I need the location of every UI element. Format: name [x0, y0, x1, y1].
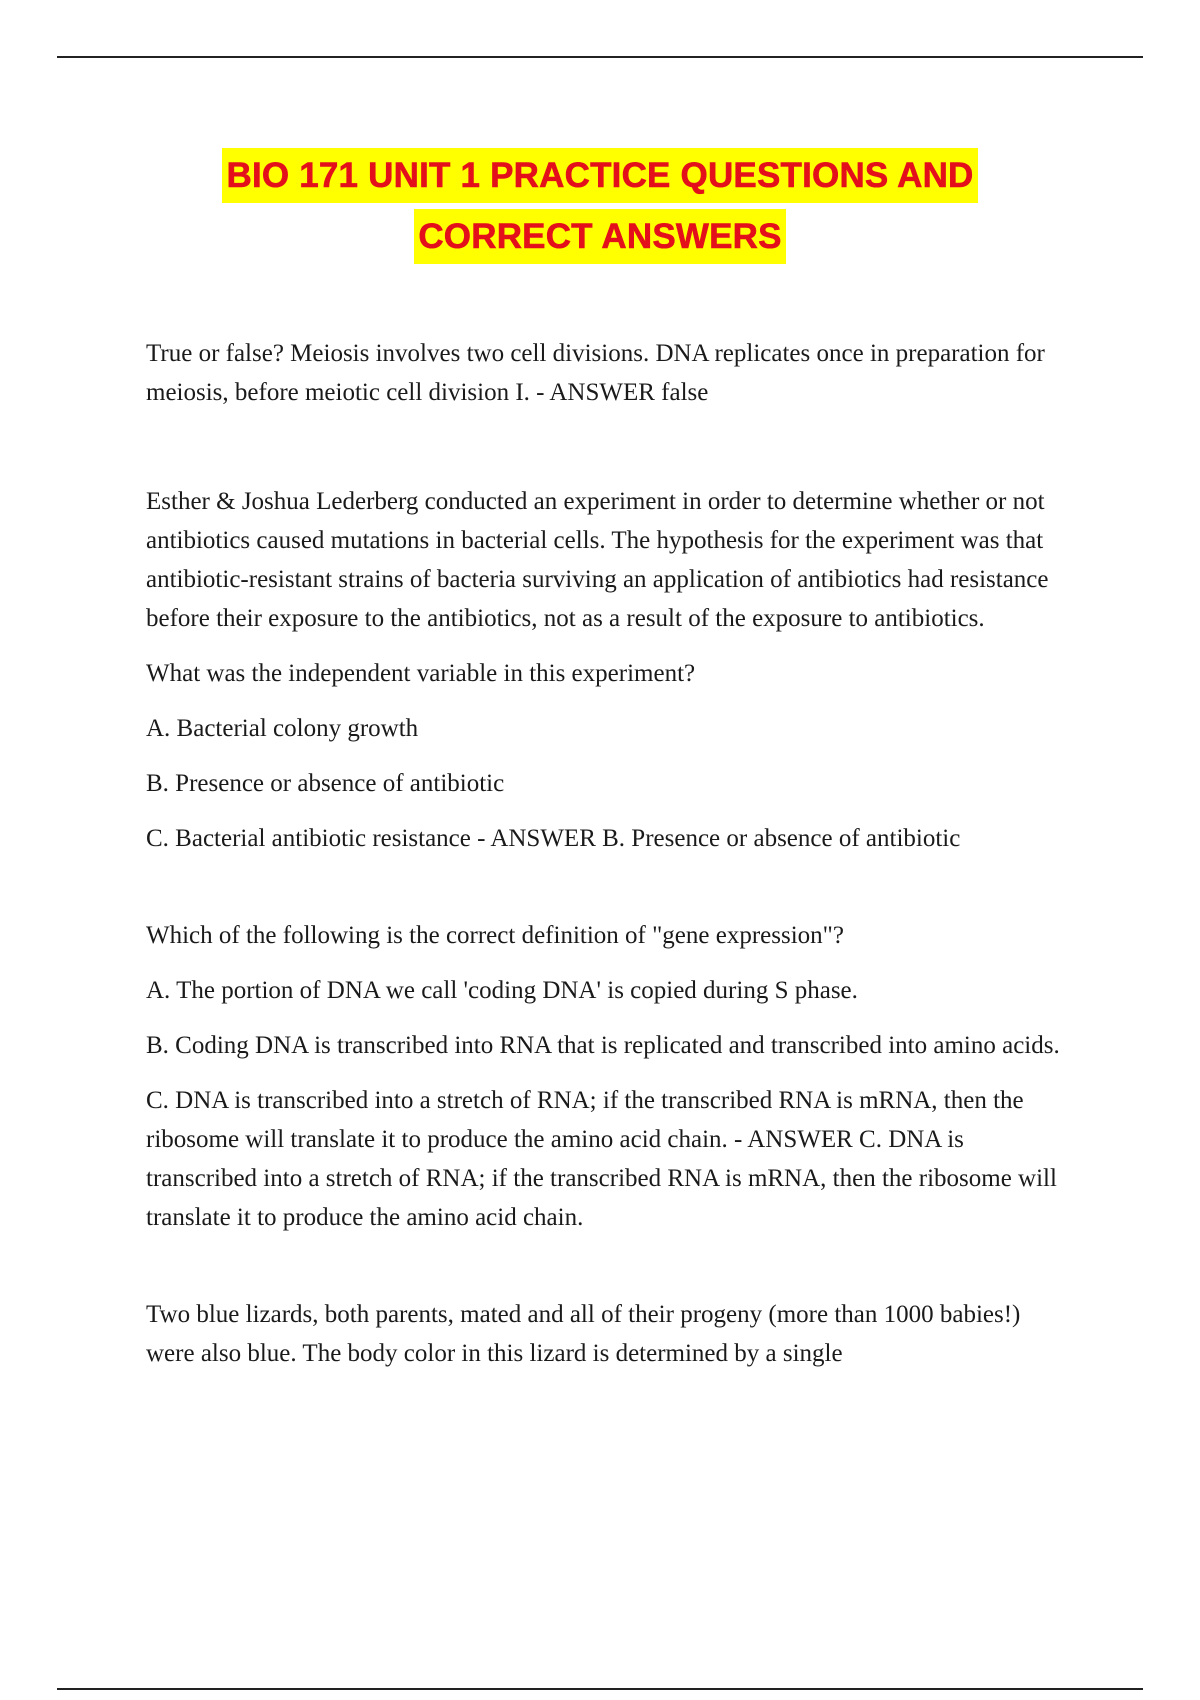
- question-3-option-b: B. Coding DNA is transcribed into RNA that is replicated and transcribed into amino acids.: [146, 1032, 1060, 1059]
- document-body: [146, 334, 1066, 1373]
- question-3-prompt: Which of the following is the correct definition of "gene expression"?: [146, 922, 844, 949]
- question-2-prompt: What was the independent variable in this experiment?: [146, 660, 696, 687]
- question-2-option-b: B. Presence or absence of antibiotic: [146, 770, 505, 797]
- footer-rule: [57, 1688, 1143, 1690]
- question-2-context: Esther & Joshua Lederberg conducted an experiment in order to determine whether or not antibiotics caused mutations in bacterial cells. The hypothesis for the experiment was that antibiotic-resistant strains of bacteria surviving an application of antibiotics had resistance before their exposure to the antibiotics, not as a result of the exposure to antibiotics.: [146, 488, 1049, 632]
- document-title: [0, 146, 1200, 268]
- question-1: True or false? Meiosis involves two cell divisions. DNA replicates once in preparation for meiosis, before meiotic cell division I. - ANSWER false: [146, 340, 1045, 406]
- question-2-option-c-answer: C. Bacterial antibiotic resistance - ANSWER B. Presence or absence of antibiotic: [146, 825, 961, 852]
- header-rule: [57, 56, 1143, 58]
- question-2-option-a: A. Bacterial colony growth: [146, 715, 419, 742]
- question-4: Two blue lizards, both parents, mated and all of their progeny (more than 1000 babies!) were also blue. The body color in this lizard is determined by a single: [146, 1301, 1021, 1367]
- question-3-option-c-answer: C. DNA is transcribed into a stretch of RNA; if the transcribed RNA is mRNA, then the ribosome will translate it to produce the amino acid chain. - ANSWER C. DNA is transcribed into a stretch of RNA; if the transcribed RNA is mRNA, then the ribosome will translate it to produce the amino acid chain.: [146, 1087, 1057, 1231]
- title-line-1: BIO 171 UNIT 1 PRACTICE QUESTIONS AND: [222, 148, 977, 203]
- question-3-option-a: A. The portion of DNA we call 'coding DNA' is copied during S phase.: [146, 977, 858, 1004]
- title-line-2: CORRECT ANSWERS: [414, 209, 785, 264]
